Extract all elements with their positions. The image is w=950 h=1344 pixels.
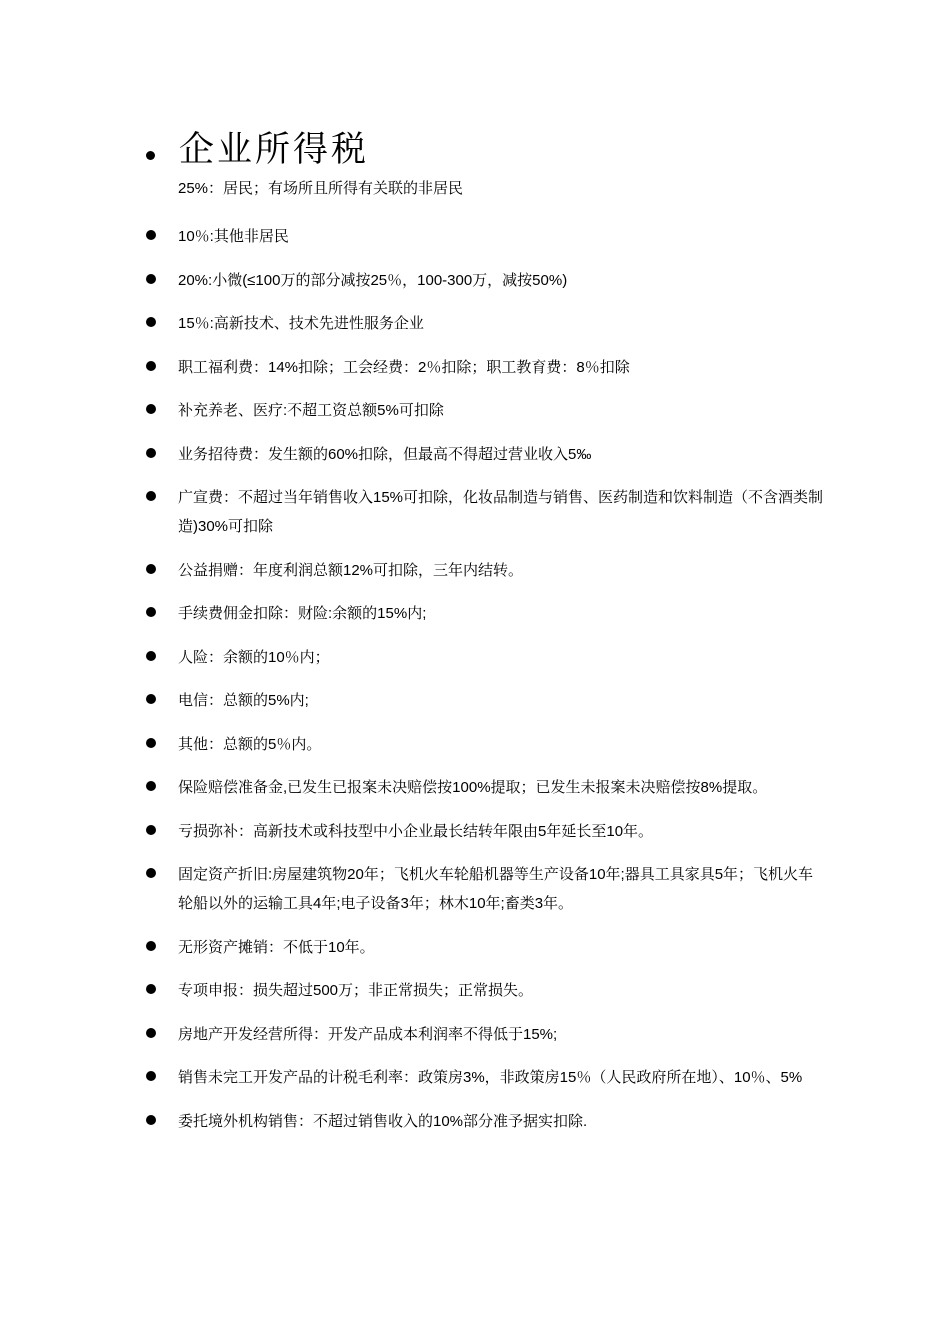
list-item-text: 补充养老、医疗:不超工资总额5%可扣除 <box>178 402 444 419</box>
bullet-icon <box>146 151 155 160</box>
list-item-text: 15％:高新技术、技术先进性服务企业 <box>178 315 424 332</box>
list-item-text: 20%:小微(≤100万的部分减按25％，100-300万，减按50%) <box>178 271 568 289</box>
list-item <box>146 599 826 628</box>
bullet-icon <box>146 651 156 661</box>
bullet-icon <box>146 404 156 414</box>
bullet-icon <box>146 825 156 835</box>
list-item-text: 专项申报：损失超过500万；非正常损失；正常损失。 <box>178 982 534 999</box>
list-item-text: 广宣费：不超过当年销售收入15%可扣除，化妆品制造与销售、医药制造和饮料制造（不含酒类制造)30%可扣除 <box>178 489 824 535</box>
list-item <box>146 266 826 295</box>
bullet-icon <box>146 317 156 327</box>
list-item <box>146 686 826 715</box>
list-item <box>146 1020 826 1049</box>
list-item <box>146 1063 826 1092</box>
page-title: 企业所得税 <box>179 130 370 170</box>
list-item-text: 手续费佣金扣除：财险:余额的15%内; <box>178 605 427 622</box>
list-item-text: 委托境外机构销售：不超过销售收入的10%部分准予据实扣除. <box>178 1112 588 1130</box>
list-item-text: 其他：总额的5％内。 <box>178 735 322 753</box>
list-item <box>146 309 826 338</box>
list-item <box>146 222 826 251</box>
list-item <box>146 483 826 541</box>
bullet-icon <box>146 694 156 704</box>
list-item <box>146 976 826 1005</box>
list-item-text: 保险赔偿准备金,已发生已报案未决赔偿按100%提取；已发生未报案未决赔偿按8%提取。 <box>178 779 768 796</box>
bullet-icon <box>146 274 156 284</box>
bullet-icon <box>146 781 156 791</box>
list-item-text: 固定资产折旧:房屋建筑物20年；飞机火车轮船机器等生产设备10年;器具工具家具5年；飞机火车轮船以外的运输工具4年;电子设备3年；林木10年;畜类3年。 <box>178 866 814 912</box>
bullet-icon <box>146 607 156 617</box>
list-item <box>146 933 826 962</box>
list-item-text: 公益捐赠：年度利润总额12%可扣除，三年内结转。 <box>178 561 524 579</box>
bullet-icon <box>146 1115 156 1125</box>
list-item <box>146 1107 826 1136</box>
list-item <box>146 353 826 382</box>
bullet-icon <box>146 564 156 574</box>
bullet-icon <box>146 941 156 951</box>
subtitle: 25%：居民；有场所且所得有关联的非居民 <box>178 180 464 197</box>
bullet-icon <box>146 1071 156 1081</box>
list-item-text: 无形资产摊销：不低于10年。 <box>178 938 375 956</box>
list-item-text: 销售未完工开发产品的计税毛利率：政策房3%，非政策房15％（人民政府所在地）、10％、5% <box>178 1069 803 1086</box>
list-item <box>146 440 826 469</box>
bullet-list <box>146 222 826 1150</box>
list-item-text: 人险：余额的10％内； <box>178 648 330 666</box>
bullet-icon <box>146 448 156 458</box>
bullet-icon <box>146 361 156 371</box>
list-item-text: 亏损弥补：高新技术或科技型中小企业最长结转年限由5年延长至10年。 <box>178 822 654 840</box>
bullet-icon <box>146 491 156 501</box>
list-item-text: 房地产开发经营所得：开发产品成本利润率不得低于15%; <box>178 1025 558 1043</box>
list-item <box>146 817 826 846</box>
list-item-text: 业务招待费：发生额的60%扣除，但最高不得超过营业收入5‰ <box>178 445 592 463</box>
list-item <box>146 643 826 672</box>
bullet-icon <box>146 230 156 240</box>
bullet-icon <box>146 868 156 878</box>
list-item <box>146 556 826 585</box>
bullet-icon <box>146 984 156 994</box>
list-item <box>146 773 826 802</box>
list-item-text: 职工福利费：14%扣除；工会经费：2％扣除；职工教育费：8％扣除 <box>178 358 630 376</box>
bullet-icon <box>146 738 156 748</box>
list-item <box>146 396 826 425</box>
list-item-text: 10％:其他非居民 <box>178 228 289 245</box>
list-item-text: 电信：总额的5%内; <box>178 692 309 709</box>
bullet-icon <box>146 1028 156 1038</box>
list-item <box>146 730 826 759</box>
list-item <box>146 860 826 918</box>
